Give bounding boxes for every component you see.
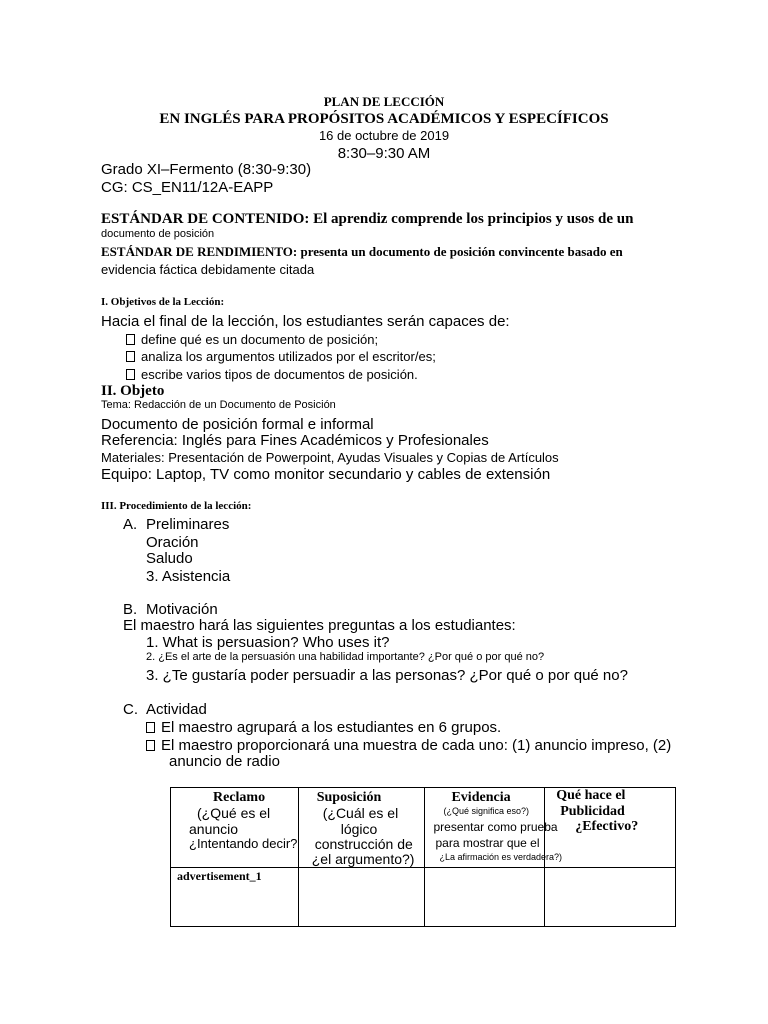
object-line: Documento de posición formal e informal bbox=[101, 416, 374, 433]
header-title: Evidencia bbox=[451, 790, 511, 805]
table-cell bbox=[298, 868, 425, 927]
header-text: ¿Intentando decir? bbox=[189, 836, 298, 851]
header-text: (¿Qué es el bbox=[197, 805, 271, 821]
section-b-title: Motivación bbox=[146, 601, 218, 618]
header-text: para mostrar que el bbox=[435, 836, 540, 850]
procedure-heading: III. Procedimiento de la lección: bbox=[101, 500, 252, 512]
header-text: (¿Qué significa eso?) bbox=[443, 806, 530, 816]
section-c-label: C. bbox=[123, 701, 138, 718]
table-row bbox=[171, 868, 676, 927]
header-text: (¿Cuál es el bbox=[322, 805, 399, 821]
section-a-title: Preliminares bbox=[146, 516, 230, 533]
header-title: ¿Efectivo? bbox=[575, 819, 639, 834]
doc-subtitle: EN INGLÉS PARA PROPÓSITOS ACADÉMICOS Y ESPECÍFICOS bbox=[159, 111, 609, 127]
header-text: presentar como prueba bbox=[433, 820, 558, 834]
header-text: ¿el argumento?) bbox=[311, 851, 415, 867]
section-b-intro: El maestro hará las siguientes preguntas a los estudiantes: bbox=[123, 617, 516, 634]
header-title: Publicidad bbox=[560, 804, 625, 819]
grade-line: Grado XI–Fermento (8:30-9:30) bbox=[101, 161, 312, 178]
object-materials: Materiales: Presentación de Powerpoint, Ayudas Visuales y Copias de Artículos bbox=[101, 450, 559, 465]
doc-title: PLAN DE LECCIÓN bbox=[323, 94, 445, 109]
performance-standard-label: ESTÁNDAR DE RENDIMIENTO: bbox=[101, 244, 298, 259]
objectives-heading: I. Objetivos de la Lección: bbox=[101, 296, 225, 308]
object-topic: Tema: Redacción de un Documento de Posición bbox=[101, 399, 336, 411]
question-2: 2. ¿Es el arte de la persuasión una habilidad importante? ¿Por qué o por qué no? bbox=[146, 651, 545, 663]
header-cell-claim bbox=[171, 788, 299, 868]
header-cell-evidence bbox=[425, 788, 563, 868]
performance-standard bbox=[101, 244, 623, 260]
header-title: Reclamo bbox=[213, 790, 266, 805]
activity-item bbox=[146, 737, 671, 754]
section-b-label: B. bbox=[123, 601, 138, 618]
doc-date: 16 de octubre de 2019 bbox=[318, 128, 450, 143]
activity-text: El maestro agrupará a los estudiantes en 6 grupos. bbox=[161, 719, 502, 736]
content-standard-label: ESTÁNDAR DE CONTENIDO: bbox=[101, 211, 310, 227]
header-title: Qué hace el bbox=[556, 788, 626, 803]
question-1: 1. What is persuasion? Who uses it? bbox=[146, 634, 390, 651]
table-cell bbox=[171, 868, 299, 927]
object-reference: Referencia: Inglés para Fines Académicos y Profesionales bbox=[101, 432, 489, 449]
performance-standard-cont: evidencia fáctica debidamente citada bbox=[101, 262, 315, 277]
header-cell-effectiveness bbox=[545, 788, 676, 868]
row-label: advertisement_1 bbox=[177, 869, 262, 883]
header-cell-assumption bbox=[298, 788, 425, 868]
header-text: lógico bbox=[340, 821, 378, 837]
section-a-item: 3. Asistencia bbox=[146, 568, 231, 585]
objective-text: define qué es un documento de posición; bbox=[141, 332, 379, 347]
table-cell bbox=[545, 868, 676, 927]
doc-time: 8:30–9:30 AM bbox=[337, 145, 431, 162]
checkbox-icon bbox=[146, 722, 155, 733]
objective-item bbox=[126, 332, 378, 347]
section-a-item: Saludo bbox=[146, 550, 193, 567]
section-a-label: A. bbox=[123, 516, 138, 533]
analysis-table bbox=[170, 787, 676, 927]
content-standard-cont: documento de posición bbox=[101, 228, 215, 240]
content-standard-text: El aprendiz comprende los principios y usos de un bbox=[309, 211, 634, 227]
activity-item bbox=[146, 719, 501, 736]
activity-cont: anuncio de radio bbox=[169, 753, 280, 770]
code-line: CG: CS_EN11/12A-EAPP bbox=[101, 179, 274, 196]
objective-text: analiza los argumentos utilizados por el escritor/es; bbox=[141, 349, 436, 364]
objective-item bbox=[126, 349, 436, 364]
checkbox-icon bbox=[146, 740, 155, 751]
table-header-row bbox=[171, 788, 676, 868]
content-standard bbox=[101, 211, 633, 228]
activity-text: El maestro proporcionará una muestra de cada uno: (1) anuncio impreso, (2) bbox=[161, 737, 672, 754]
objective-text: escribe varios tipos de documentos de posición. bbox=[141, 367, 418, 382]
header-text: ¿La afirmación es verdadera?) bbox=[439, 852, 563, 862]
object-heading: II. Objeto bbox=[101, 383, 165, 399]
object-equipment: Equipo: Laptop, TV como monitor secundario y cables de extensión bbox=[101, 466, 551, 483]
objectives-intro: Hacia el final de la lección, los estudiantes serán capaces de: bbox=[101, 313, 510, 330]
header-text: construcción de bbox=[314, 836, 413, 852]
question-3: 3. ¿Te gustaría poder persuadir a las personas? ¿Por qué o por qué no? bbox=[146, 667, 628, 684]
checkbox-icon bbox=[126, 334, 135, 345]
performance-standard-text: presenta un documento de posición convincente basado en bbox=[297, 244, 623, 259]
header-title: Suposición bbox=[316, 790, 382, 805]
section-a-item: Oración bbox=[146, 534, 199, 551]
objective-item bbox=[126, 367, 418, 382]
section-c-title: Actividad bbox=[146, 701, 207, 718]
checkbox-icon bbox=[126, 351, 135, 362]
table-cell bbox=[425, 868, 545, 927]
header-text: anuncio bbox=[189, 821, 239, 837]
checkbox-icon bbox=[126, 369, 135, 380]
